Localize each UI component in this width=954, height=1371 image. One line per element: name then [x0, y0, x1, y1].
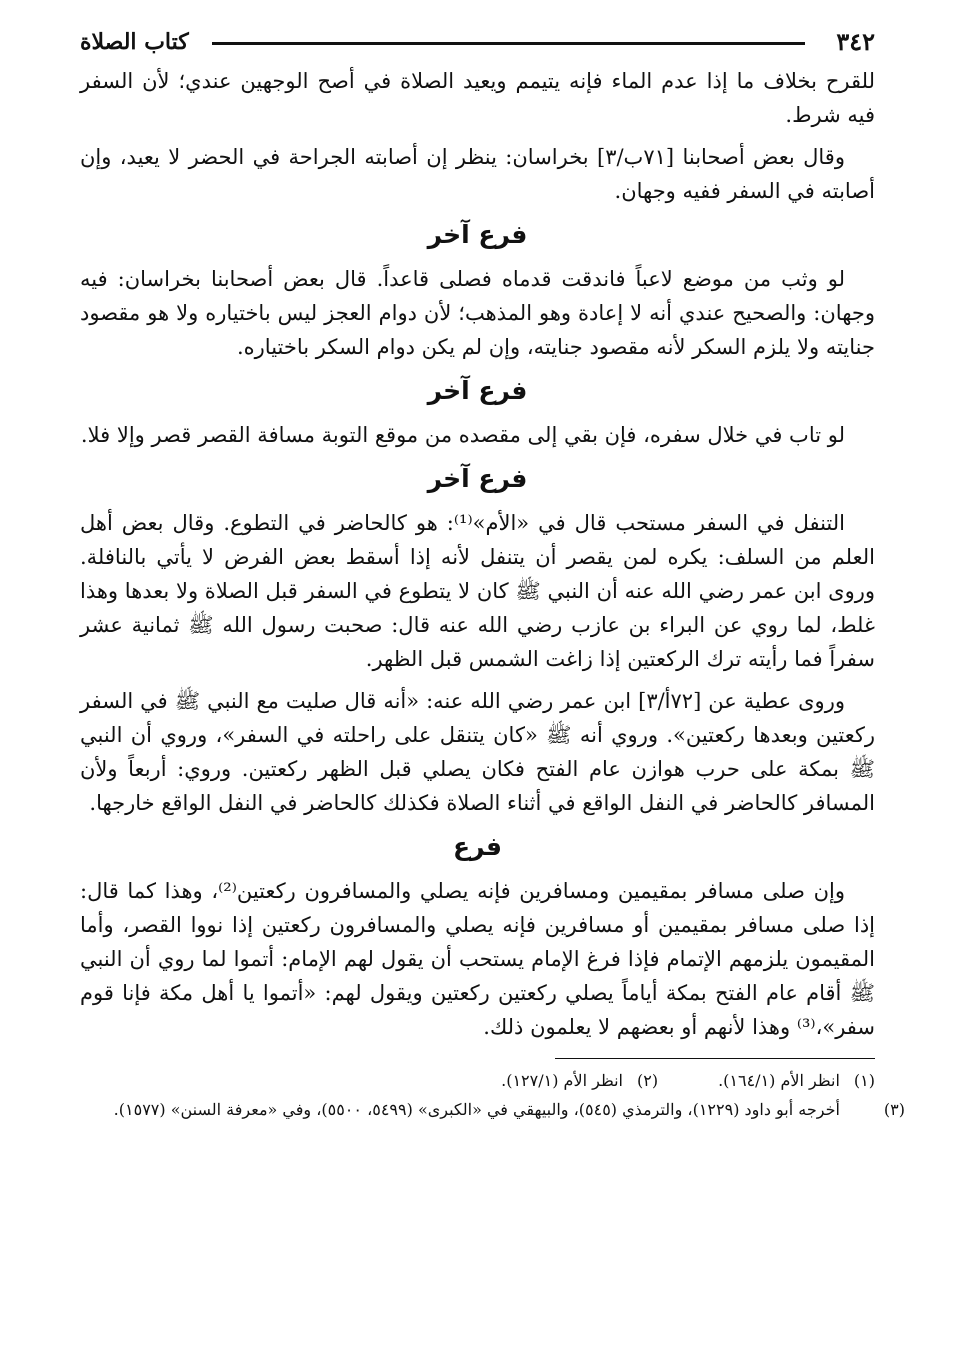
section-heading-1: فرع آخر [427, 220, 528, 249]
document-page [80, 24, 905, 1123]
footnote-2-number: (٢) [636, 1071, 659, 1090]
footnote-3-text: أخرجه أبو داود (١٢٢٩)، والترمذي (٥٤٥)، والبيهقي في «الكبرى» (٥٤٩٩، ٥٥٠٠)، وفي «معرفة السنن» (١٥٧٧). [113, 1100, 840, 1119]
footnote-row [80, 1067, 875, 1094]
paragraph-6: وروى عطية عن [٧٢أ/٣] ابن عمر رضي الله عنه: «أنه قال صليت مع النبي ﷺ في السفر ركعتين وبعدها ركعتين». وروي أنه ﷺ «كان يتنقل على راحلته في السفر»، وروي أن النبي ﷺ بمكة على حرب هوازن عام الفتح فكان يصلي قبل الظهر ركعتين. وروي: أربعاً ولأن المسافر كالحاضر في النفل الواقع في أثناء الصلاة فكذلك كالحاضر في النفل الواقع خارجها. [80, 689, 875, 815]
footnote-3-number: (٣) [883, 1100, 905, 1119]
paragraph-1: للقرح بخلاف ما إذا عدم الماء فإنه يتيمم ويعيد الصلاة في أصح الوجهين عندي؛ لأن السفر فيه شرط. [80, 69, 875, 127]
footnote-1-text: انظر الأم (١٦٤/١). [718, 1071, 840, 1090]
section-heading-4: فرع [453, 832, 502, 861]
footnotes [80, 1067, 905, 1123]
paragraph-5: التنفل في السفر مستحب قال في «الأم»⁽¹⁾: هو كالحاضر في التطوع. وقال بعض أهل العلم من السلف: يكره لمن يقصر أن يتنفل لأنه إذا أسقط بعض الفرض لا يأتي بالنافلة. وروى ابن عمر رضي الله عنه أن النبي ﷺ كان لا يتطوع في السفر قبل الصلاة ولا بعدها وهذا غلط، لما روي عن البراء بن عازب رضي الله عنه قال: صحبت رسول الله ﷺ ثمانية عشر سفراً فما رأيته ترك الركعتين إذا زاغت الشمس قبل الظهر. [80, 511, 875, 671]
footnote-1 [718, 1067, 875, 1094]
paragraph-3: لو وثب من موضع لاعباً فاندقت قدماه فصلى قاعداً. قال بعض أصحابنا بخراسان: فيه وجهان: والصحيح عندي أنه لا إعادة وهو المذهب؛ لأن دوام العجز ليس باختياره ولا هو مقصود جنايته ولا يلزم السكر لأنه مقصود جنايته، وإن لم يكن دوام السكر باختياره. [80, 267, 875, 359]
footnote-1-number: (١) [853, 1071, 875, 1090]
page-header [80, 24, 875, 64]
footnote-3 [80, 1096, 905, 1123]
paragraph-4: لو تاب في خلال سفره، فإن بقي إلى مقصده من موقع التوبة مسافة القصر قصر وإلا فلا. [80, 423, 845, 447]
footnote-rule [555, 1058, 875, 1059]
running-title: كتاب الصلاة [80, 29, 189, 55]
page-number: ٣٤٢ [836, 27, 875, 56]
main-text [80, 64, 875, 1044]
section-heading-2: فرع آخر [427, 376, 528, 405]
paragraph-2: وقال بعض أصحابنا [٧١ب/٣] بخراسان: ينظر إن أصابته الجراحة في الحضر لا يعيد، وإن أصابته في السفر ففيه وجهان. [80, 145, 875, 203]
paragraph-7: وإن صلى مسافر بمقيمين ومسافرين فإنه يصلي والمسافرون ركعتين⁽²⁾، وهذا كما قال: إذا صلى مسافر بمقيمين أو مسافرين فإنه يصلي والمسافرون ركعتين إذا نووا القصر، وأما المقيمون يلزمهم الإتمام فإذا فرغ الإمام يستحب أن يقول لهم الإمام: أتموا لما روي أن النبي ﷺ أقام عام الفتح بمكة أياماً يصلي ركعتين ركعتين ويقول لهم: «أتموا يا أهل مكة فإنا قوم سفر»،⁽³⁾ وهذا لأنهم أو بعضهم لا يعلمون ذلك. [80, 879, 875, 1039]
section-heading-3: فرع آخر [427, 464, 528, 493]
header-rule [212, 42, 805, 45]
footnote-2 [501, 1067, 658, 1094]
footnote-2-text: انظر الأم (١٢٧/١). [501, 1071, 623, 1090]
